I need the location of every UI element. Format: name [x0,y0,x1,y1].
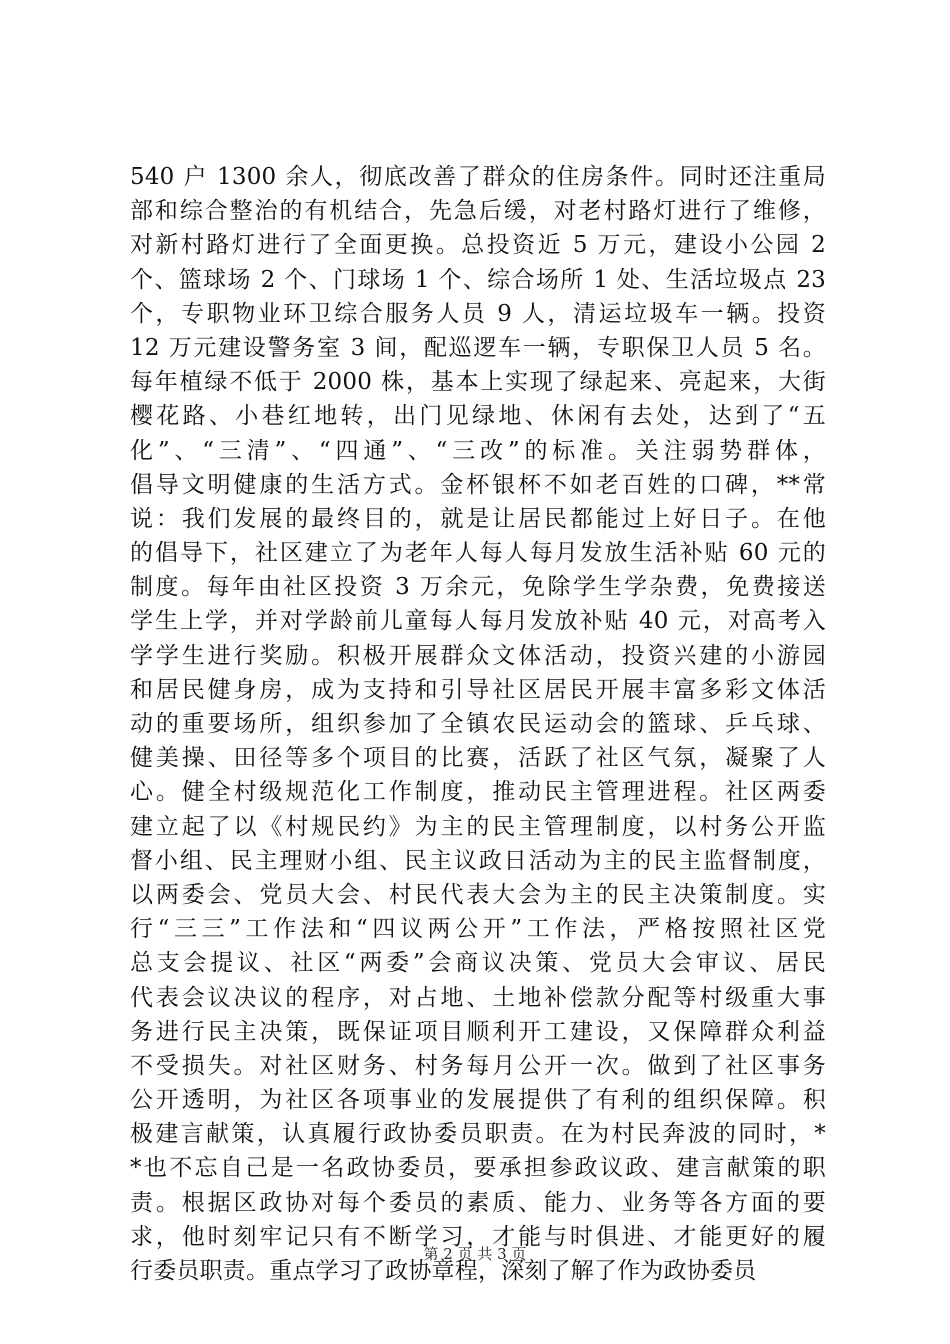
text-line: 540 户 1300 余人，彻底改善了群众的住房条件。同时还注重局 [130,164,826,190]
text-line: 个、篮球场 2 个、门球场 1 个、综合场所 1 处、生活垃圾点 23 [130,266,826,293]
text-line: 每年植绿不低于 2000 株，基本上实现了绿起来、亮起来，大街 [130,369,826,396]
text-line: 公开透明，为社区各项事业的发展提供了有利的组织保障。积 [130,1087,826,1114]
text-line: 总支会提议、社区“两委”会商议决策、党员大会审议、居民 [130,950,826,977]
text-line: 代表会议决议的程序，对占地、土地补偿款分配等村级重大事 [130,984,826,1011]
text-line: 健美操、田径等多个项目的比赛，活跃了社区气氛，凝聚了人 [130,745,826,772]
body-text [130,160,826,1288]
text-line: 说：我们发展的最终目的，就是让居民都能过上好日子。在他 [130,505,826,532]
text-line: 动的重要场所，组织参加了全镇农民运动会的篮球、乒乓球、 [130,711,826,737]
text-line: 制度。每年由社区投资 3 万余元，免除学生学杂费，免费接送 [130,574,826,601]
text-line: 和居民健身房，成为支持和引导社区居民开展丰富多彩文体活 [130,676,826,703]
text-line: 个，专职物业环卫综合服务人员 9 人，清运垃圾车一辆。投资 [130,300,826,327]
text-line: *也不忘自己是一名政协委员，要承担参政议政、建言献策的职 [130,1155,826,1182]
text-line: 倡导文明健康的生活方式。金杯银杯不如老百姓的口碑，**常 [130,471,826,498]
page-footer [0,1244,950,1264]
text-line: 极建言献策，认真履行政协委员职责。在为村民奔波的同时，* [130,1121,826,1148]
text-line: 行委员职责。重点学习了政协章程，深刻了解了作为政协委员 [130,1258,757,1284]
text-line: 的倡导下，社区建立了为老年人每人每月发放生活补贴 60 元的 [130,540,826,567]
text-line: 对新村路灯进行了全面更换。总投资近 5 万元，建设小公园 2 [130,232,826,259]
text-line: 责。根据区政协对每个委员的素质、能力、业务等各方面的要 [130,1189,826,1216]
text-line: 不受损失。对社区财务、村务每月公开一次。做到了社区事务 [130,1052,826,1079]
text-line: 心。健全村级规范化工作制度，推动民主管理进程。社区两委 [130,779,826,806]
text-line: 求，他时刻牢记只有不断学习，才能与时俱进、才能更好的履 [130,1223,826,1250]
text-line: 建立起了以《村规民约》为主的民主管理制度，以村务公开监 [130,813,826,840]
text-line: 部和综合整治的有机结合，先急后缓，对老村路灯进行了维修， [130,198,826,225]
text-line: 学学生进行奖励。积极开展群众文体活动，投资兴建的小游园 [130,642,826,669]
text-line: 以两委会、党员大会、村民代表大会为主的民主决策制度。实 [130,881,826,908]
text-line: 学生上学，并对学龄前儿童每人每月发放补贴 40 元，对高考入 [130,608,826,635]
text-line: 务进行民主决策，既保证项目顺利开工建设，又保障群众利益 [130,1018,826,1045]
text-line: 樱花路、小巷红地转，出门见绿地、休闲有去处，达到了“五 [130,403,826,430]
text-line: 12 万元建设警务室 3 间，配巡逻车一辆，专职保卫人员 5 名。 [130,334,826,361]
text-line: 督小组、民主理财小组、民主议政日活动为主的民主监督制度， [130,847,826,874]
page-number-label: 第 2 页 共 3 页 [423,1245,527,1263]
text-line: 行“三三”工作法和“四议两公开”工作法，严格按照社区党 [130,916,826,943]
text-line: 化”、“三清”、“四通”、“三改”的标准。关注弱势群体， [130,437,826,464]
